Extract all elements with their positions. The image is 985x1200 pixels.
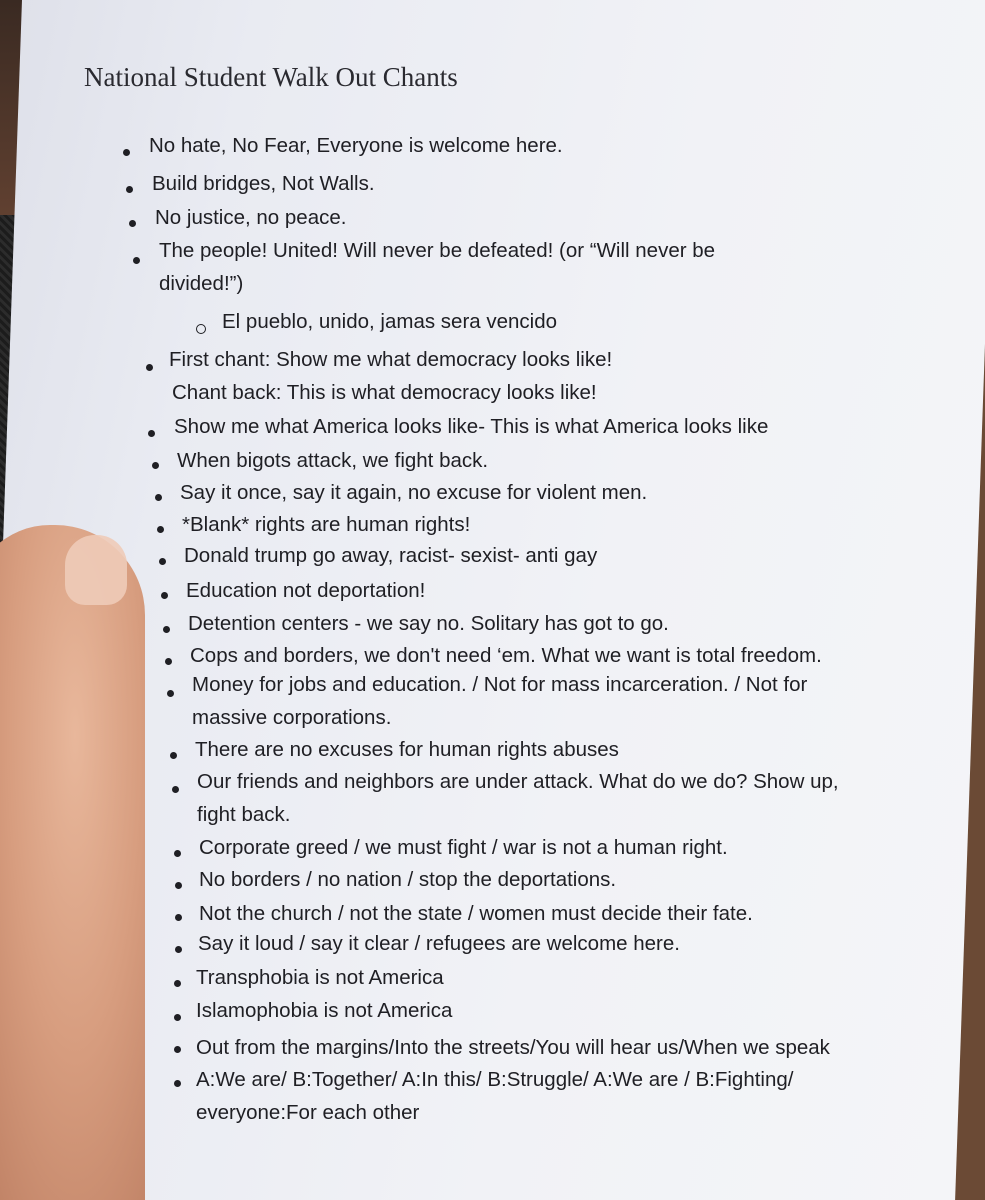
- list-item-line: Say it once, say it again, no excuse for violent men.: [180, 481, 648, 504]
- list-item-line: massive corporations.: [192, 706, 392, 729]
- list-item: [180, 476, 647, 509]
- list-item-line: No justice, no peace.: [155, 206, 347, 229]
- list-item: [174, 410, 768, 443]
- list-item-line: First chant: Show me what democracy looks like!: [169, 348, 613, 371]
- list-item-line: No borders / no nation / stop the deportations.: [199, 868, 617, 891]
- thumb-nail: [65, 535, 127, 605]
- list-item: [152, 167, 375, 200]
- bullet-icon: [175, 882, 182, 889]
- list-item-line: Show me what America looks like- This is what America looks like: [174, 415, 769, 438]
- bullet-icon: [174, 1080, 181, 1087]
- list-item: [188, 607, 669, 640]
- bullet-icon: [172, 786, 179, 793]
- bullet-icon: [146, 364, 153, 371]
- list-item-line: Islamophobia is not America: [196, 999, 453, 1022]
- bullet-icon: [170, 752, 177, 759]
- bullet-icon: [159, 558, 166, 565]
- list-item-line: *Blank* rights are human rights!: [182, 513, 471, 536]
- list-item-line: Say it loud / say it clear / refugees are welcome here.: [198, 932, 680, 955]
- list-item: [159, 234, 715, 300]
- bullet-icon: [174, 980, 181, 987]
- page-title: National Student Walk Out Chants: [84, 62, 458, 92]
- list-item-line: A:We are/ B:Together/ A:In this/ B:Struggle/ A:We are / B:Fighting/: [196, 1068, 794, 1091]
- bullet-icon: [165, 658, 172, 665]
- bullet-icon: [174, 1046, 181, 1053]
- list-item: [199, 863, 616, 896]
- list-item: [196, 994, 452, 1027]
- bullet-icon: [129, 220, 136, 227]
- list-item-line: Out from the margins/Into the streets/You will hear us/When we speak: [196, 1036, 830, 1059]
- bullet-icon: [155, 494, 162, 501]
- bullet-icon: [174, 1014, 181, 1021]
- list-item: [192, 668, 807, 734]
- bullet-icon: [161, 592, 168, 599]
- list-item: [197, 765, 839, 831]
- list-item: [222, 305, 557, 338]
- list-item: [196, 1031, 830, 1064]
- list-item-line: There are no excuses for human rights abuses: [195, 738, 619, 761]
- list-item: [182, 508, 470, 541]
- list-item: [199, 897, 753, 930]
- list-item-line: When bigots attack, we fight back.: [177, 449, 489, 472]
- list-item: [196, 961, 444, 994]
- list-item-line: Donald trump go away, racist- sexist- anti gay: [184, 544, 598, 567]
- list-item-line: Detention centers - we say no. Solitary has got to go.: [188, 612, 669, 635]
- list-item-line: The people! United! Will never be defeated! (or “Will never be: [159, 239, 716, 262]
- bullet-icon: [148, 430, 155, 437]
- sub-bullet-icon: [196, 324, 206, 334]
- bullet-icon: [163, 626, 170, 633]
- list-item-line: Cops and borders, we don't need ‘em. What we want is total freedom.: [190, 644, 822, 667]
- list-item-line: everyone:For each other: [196, 1101, 420, 1124]
- bullet-icon: [152, 462, 159, 469]
- list-item-line: fight back.: [197, 803, 291, 826]
- list-item: [199, 831, 728, 864]
- bullet-icon: [175, 946, 182, 953]
- list-item: [177, 444, 488, 477]
- bullet-icon: [123, 149, 130, 156]
- list-item-line: Chant back: This is what democracy looks like!: [172, 381, 597, 404]
- list-item-line: Money for jobs and education. / Not for mass incarceration. / Not for: [192, 673, 808, 696]
- list-item: [196, 1063, 793, 1129]
- list-item-line: Our friends and neighbors are under attack. What do we do? Show up,: [197, 770, 839, 793]
- list-item-line: El pueblo, unido, jamas sera vencido: [222, 310, 558, 333]
- list-item: [155, 201, 346, 234]
- list-item: [184, 539, 597, 572]
- list-item-line: Transphobia is not America: [196, 966, 444, 989]
- list-item-line: No hate, No Fear, Everyone is welcome here.: [149, 134, 563, 157]
- list-item: [195, 733, 619, 766]
- list-item-line: divided!”): [159, 272, 244, 295]
- list-item: [169, 343, 612, 409]
- list-item-line: Not the church / not the state / women must decide their fate.: [199, 902, 753, 925]
- list-item: [149, 129, 563, 162]
- bullet-icon: [174, 850, 181, 857]
- bullet-icon: [175, 914, 182, 921]
- list-item-line: Corporate greed / we must fight / war is not a human right.: [199, 836, 728, 859]
- list-item-line: Education not deportation!: [186, 579, 426, 602]
- bullet-icon: [167, 690, 174, 697]
- bullet-icon: [126, 186, 133, 193]
- list-item: [186, 574, 425, 607]
- hand: [0, 525, 145, 1200]
- list-item-line: Build bridges, Not Walls.: [152, 172, 375, 195]
- list-item: [198, 927, 680, 960]
- bullet-icon: [157, 526, 164, 533]
- bullet-icon: [133, 257, 140, 264]
